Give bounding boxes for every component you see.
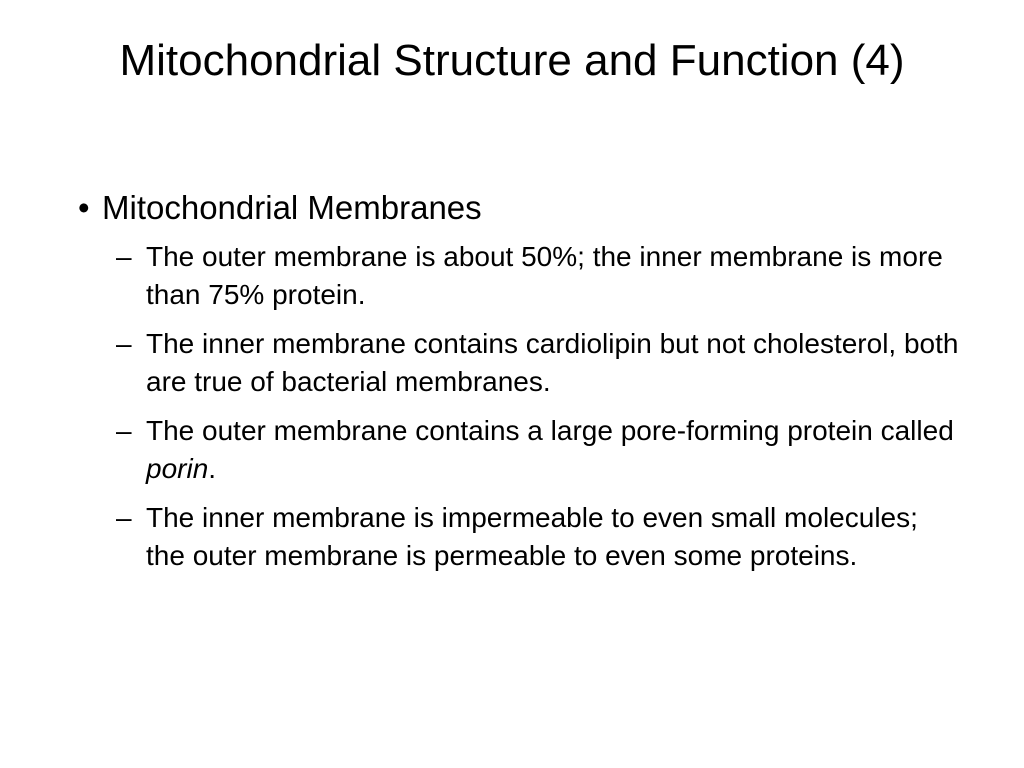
bullet-text: Mitochondrial Membranes — [102, 189, 482, 226]
bullet-mitochondrial-membranes — [78, 186, 978, 230]
bullet-marker: • — [78, 189, 90, 226]
sub-bullet-text: The inner membrane is impermeable to even small molecules; the outer membrane is permeable to even some proteins. — [146, 502, 918, 571]
dash-marker: – — [116, 241, 132, 272]
sub-bullet-1 — [78, 238, 960, 314]
sub-bullet-4 — [78, 499, 960, 575]
porin-term: porin — [146, 453, 209, 484]
dash-marker: – — [116, 415, 132, 446]
sub-bullet-text-before: The outer membrane contains a large pore-forming protein called — [146, 415, 954, 446]
sub-bullet-text: The outer membrane is about 50%; the inner membrane is more than 75% protein. — [146, 241, 943, 310]
slide-title: Mitochondrial Structure and Function (4) — [119, 36, 905, 85]
dash-marker: – — [116, 328, 132, 359]
sub-bullet-text: The inner membrane contains cardiolipin but not cholesterol, both are true of bacterial membranes. — [146, 328, 959, 397]
dash-marker: – — [116, 502, 132, 533]
sub-bullet-3 — [78, 412, 960, 488]
sub-bullet-text-after: . — [208, 453, 217, 484]
sub-bullet-list — [78, 238, 978, 575]
sub-bullet-2 — [78, 325, 960, 401]
slide-content — [78, 186, 978, 586]
